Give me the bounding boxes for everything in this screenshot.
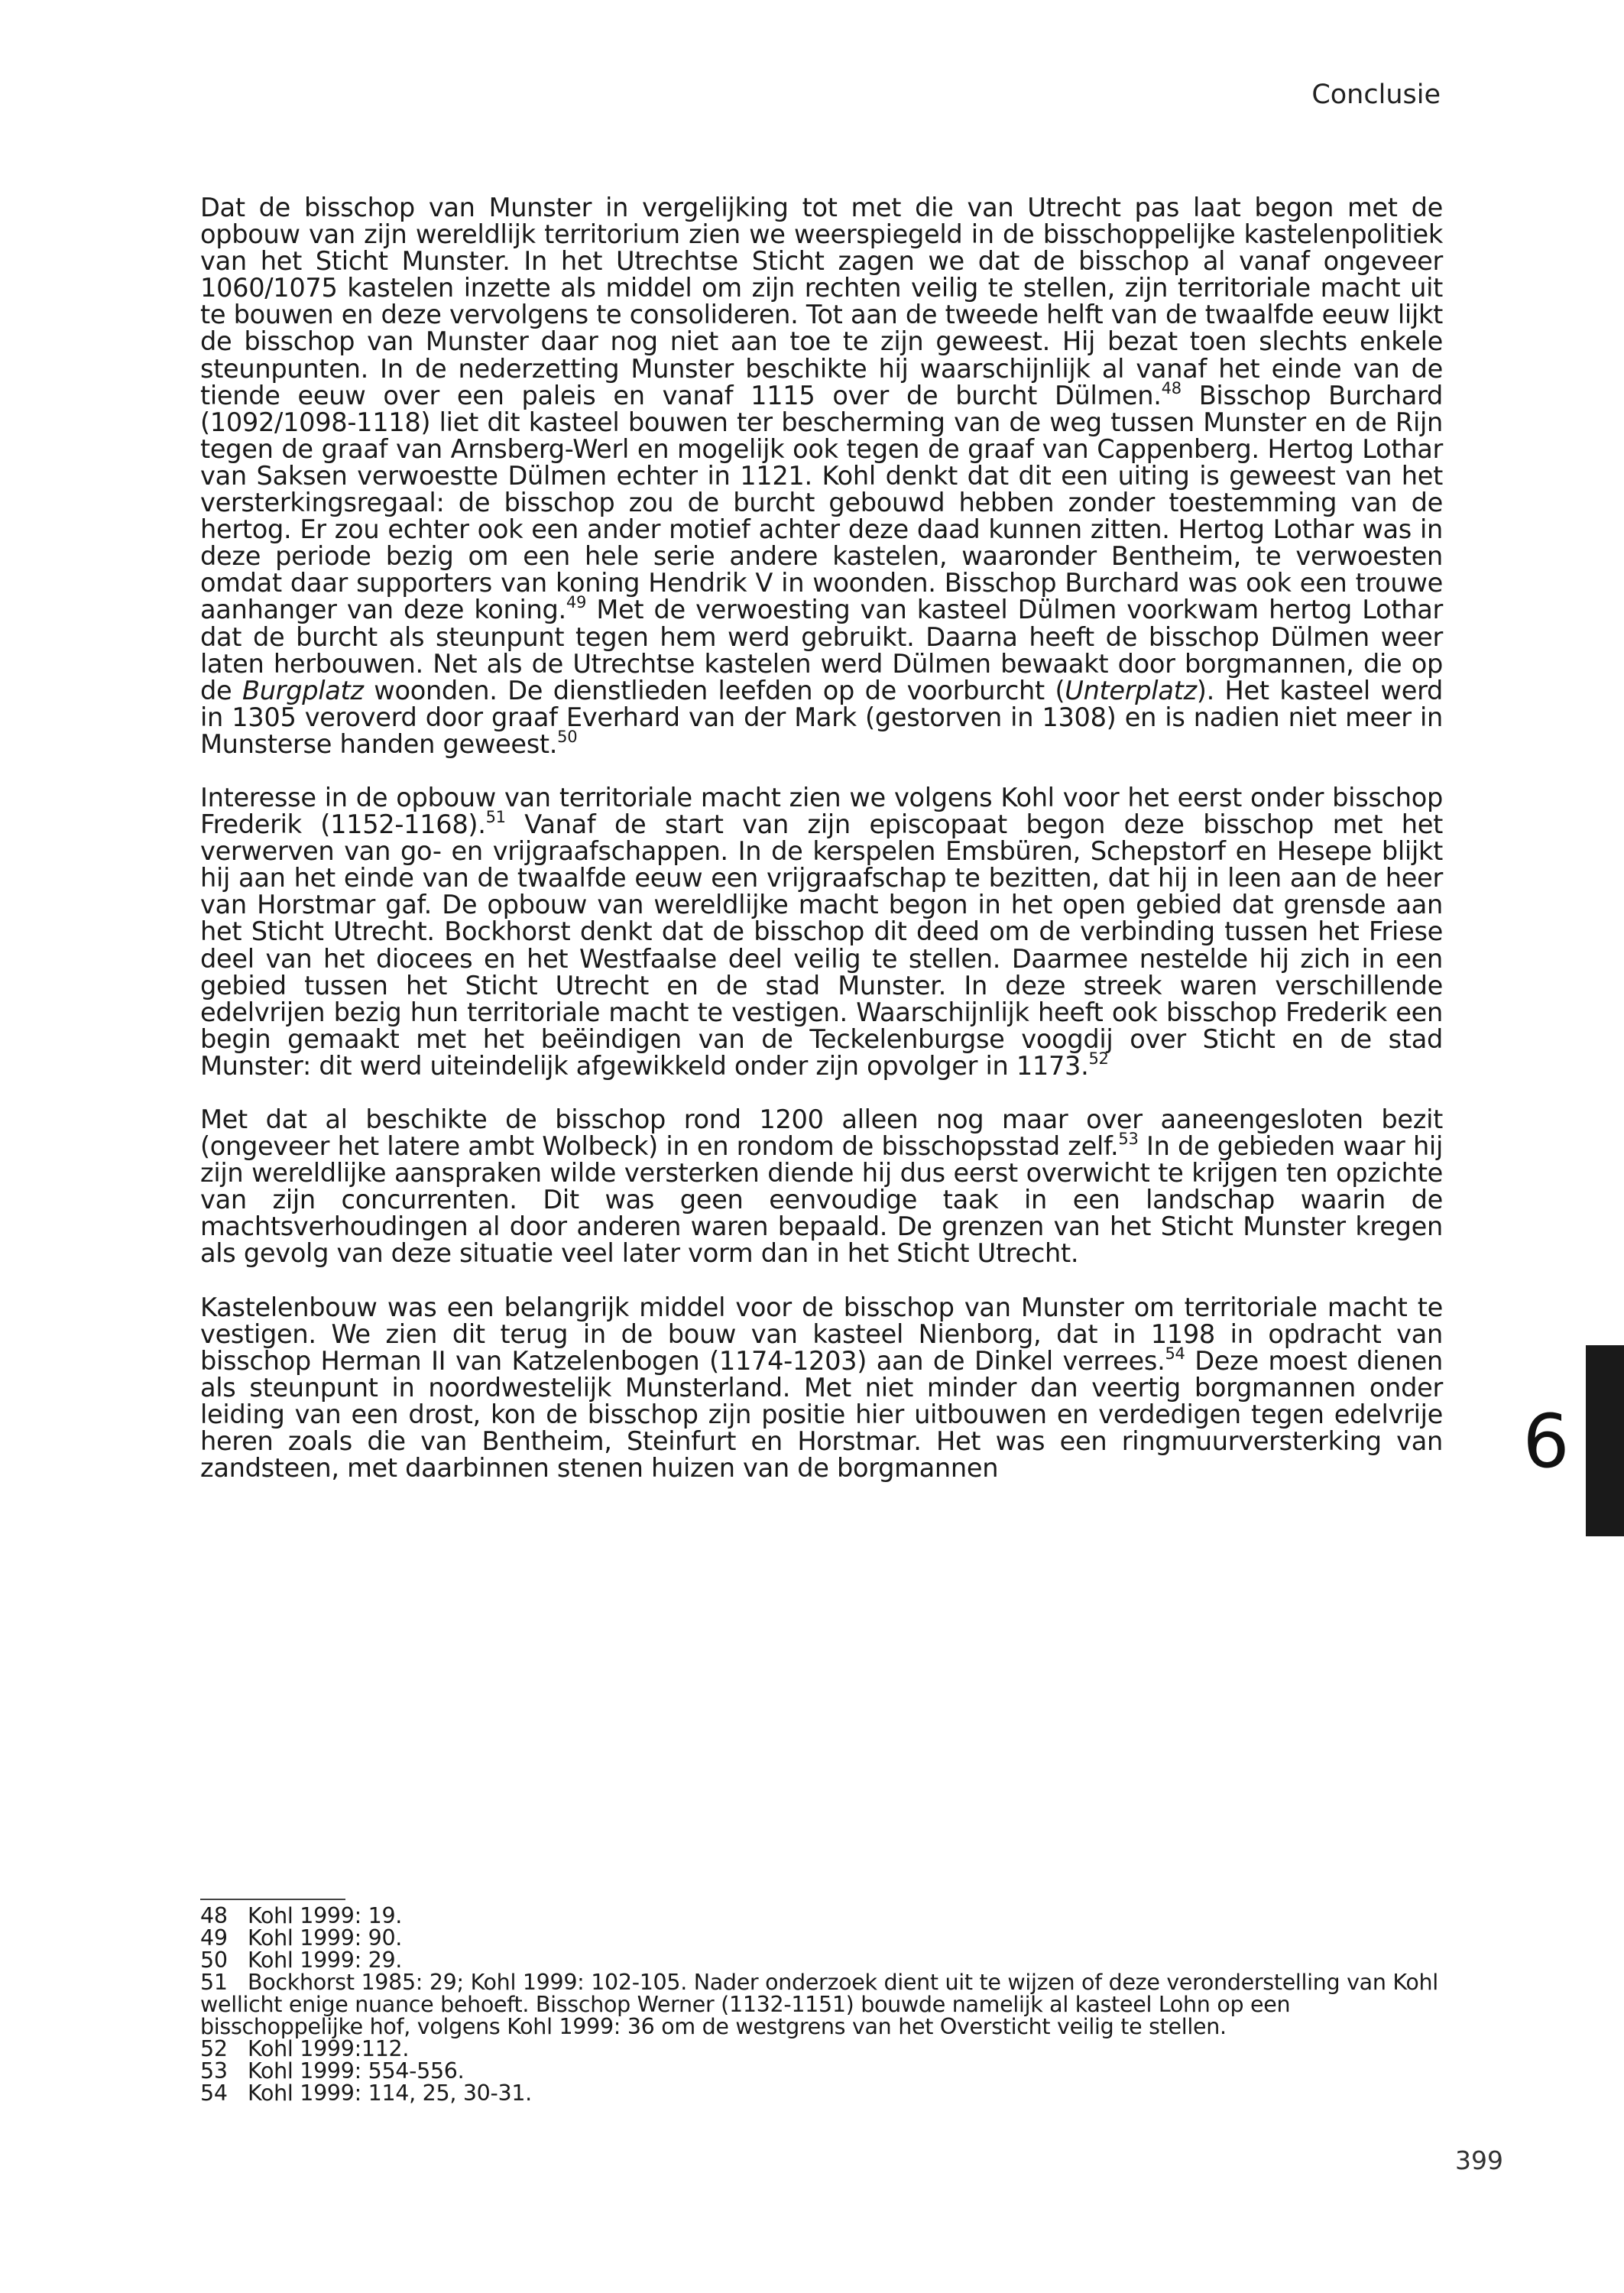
footnote-text: Kohl 1999: 90. [248, 1925, 403, 1951]
footnote [200, 1905, 1443, 1927]
chapter-number: 6 [1522, 1399, 1570, 1484]
paragraph: Kastelenbouw was een belangrijk middel voor de bisschop van Munster om territoriale macht te vestigen. We zien dit terug in de bouw van kasteel Nienborg, dat in 1198 in opdracht van bisschop Herman II van Katzelenbogen (1174-1203) aan de Dinkel verrees.$^{54}$ Deze moest dienen als steunpunt in noordwestelijk Munsterland. Met niet minder dan veertig borgmannen onder leiding van een drost, kon de bisschop zijn positie hier uitbouwen en verdedigen tegen edelvrije heren zoals die van Bentheim, Steinfurt en Horstmar. Het was een ringmuurversterking van zandsteen, met daarbinnen stenen huizen van de borgmannen [200, 1292, 1443, 1484]
footnote-ref: 48 [1161, 378, 1182, 397]
footnote-text: Kohl 1999:112. [248, 2036, 410, 2061]
chapter-tab [1586, 1345, 1624, 1536]
footnote-ref: 50 [557, 727, 578, 746]
footnote-text: Kohl 1999: 114, 25, 30-31. [248, 2081, 532, 2106]
footnote-number: 53 [200, 2058, 228, 2084]
footnote [200, 1971, 1443, 2038]
footnote-ref: 53 [1118, 1130, 1139, 1149]
footnote-number: 52 [200, 2036, 228, 2061]
footnote-ref: 52 [1088, 1049, 1109, 1068]
footnote [200, 2082, 1443, 2104]
footnote-number: 49 [200, 1925, 228, 1951]
footnote-ref: 49 [566, 593, 587, 612]
page-number: 399 [1455, 2145, 1503, 2175]
paragraph: Met dat al beschikte de bisschop rond 1200 alleen nog maar over aaneengesloten bezit (ongeveer het latere ambt Wolbeck) in en rondom de bisschopsstad zelf.$^{53}$ In de gebieden waar hij zijn wereldlijke aanspraken wilde versterken diende hij dus eerst overwicht te krijgen ten opzichte van zijn concurrenten. Dit was geen eenvoudige taak in een landschap waarin de machtsverhoudingen al door anderen waren bepaald. De grenzen van het Sticht Munster kregen als gevolg van deze situatie veel later vorm dan in het Sticht Utrecht. [200, 1104, 1443, 1269]
footnote-number: 51 [200, 1970, 228, 1995]
footnote [200, 1927, 1443, 1949]
footnotes [200, 1905, 1443, 2104]
footnote-text: Kohl 1999: 554-556. [248, 2058, 465, 2084]
italic-term: Unterplatz [1065, 675, 1197, 705]
footnote-number: 48 [200, 1903, 228, 1928]
footnote-text: Kohl 1999: 19. [248, 1903, 403, 1928]
footnote [200, 2060, 1443, 2082]
footnote [200, 2038, 1443, 2060]
footnote-ref: 51 [485, 808, 506, 827]
footnote-text: Bockhorst 1985: 29; Kohl 1999: 102-105. Nader onderzoek dient uit te wijzen of deze veronderstelling van Kohl wellicht enige nuance behoeft. Bisschop Werner (1132-1151) bouwde namelijk al kasteel Lohn op een bisschoppelijke hof, volgens Kohl 1999: 36 om de westgrens van het Oversticht veilig te stellen. [200, 1970, 1438, 2039]
footnote-number: 54 [200, 2081, 228, 2106]
footnote-rule [200, 1899, 345, 1900]
paragraph: Dat de bisschop van Munster in vergelijking tot met die van Utrecht pas laat begon met de opbouw van zijn wereldlijk territorium zien we weerspiegeld in de bisschoppelijke kastelenpolitiek van het Sticht Munster. In het Utrechtse Sticht zagen we dat de bisschop al vanaf ongeveer 1060/1075 kastelen inzette als middel om zijn rechten veilig te stellen, zijn territoriale macht uit te bouwen en deze vervolgens te consolideren. Tot aan de tweede helft van de twaalfde eeuw lijkt de bisschop van Munster daar nog niet aan toe te zijn geweest. Hij bezat toen slechts enkele steunpunten. In de nederzetting Munster beschikte hij waarschijnlijk al vanaf het einde van de tiende eeuw over een paleis en vanaf 1115 over de burcht Dülmen.$^{48}$ Bisschop Burchard (1092/1098-1118) liet dit kasteel bouwen ter bescherming van de weg tussen Munster en de Rijn tegen de graaf van Arnsberg-Werl en mogelijk ook tegen de graaf van Cappenberg. Hertog Lothar van Saksen verwoestte Dülmen echter in 1121. Kohl denkt dat dit een uiting is geweest van het versterkingsregaal: de bisschop zou de burcht gebouwd hebben zonder toestemming van de hertog. Er zou echter ook een ander motief achter deze daad kunnen zitten. Hertog Lothar was in deze periode bezig om een hele serie andere kastelen, waaronder Bentheim, te verwoesten omdat daar supporters van koning Hendrik V in woonden. Bisschop Burchard was ook een trouwe aanhanger van deze koning.$^{49}$ Met de verwoesting van kasteel Dülmen voorkwam hertog Lothar dat de burcht als steunpunt tegen hem werd gebruikt. Daarna heeft de bisschop Dülmen weer laten herbouwen. Net als de Utrechtse kastelen werd Dülmen bewaakt door borgmannen, die op de Burgplatz woonden. De dienstlieden leefden op de voorburcht (Unterplatz). Het kasteel werd in 1305 veroverd door graaf Everhard van der Mark (gestorven in 1308) en is nadien niet meer in Munsterse handen geweest.$^{50}$ [200, 193, 1443, 759]
footnote-number: 50 [200, 1948, 228, 1973]
paragraph: Interesse in de opbouw van territoriale macht zien we volgens Kohl voor het eerst onder bisschop Frederik (1152-1168).$^{51}$ Vanaf de start van zijn episcopaat begon deze bisschop met het verwerven van go- en vrijgraafschappen. In de kerspelen Emsbüren, Schepstorf en Hesepe blijkt hij aan het einde van de twaalfde eeuw een vrijgraafschap te bezitten, dat hij in leen aan de heer van Horstmar gaf. De opbouw van wereldlijke macht begon in het open gebied dat grensde aan het Sticht Utrecht. Bockhorst denkt dat de bisschop dit deed om de verbinding tussen het Friese deel van het diocees en het Westfaalse deel veilig te stellen. Daarmee nestelde hij zich in een gebied tussen het Sticht Utrecht en de stad Munster. In deze streek waren verschillende edelvrijen bezig hun territoriale macht te vestigen. Waarschijnlijk heeft ook bisschop Frederik een begin gemaakt met het beëindigen van de Teckelenburgse voogdij over Sticht en de stad Munster: dit werd uiteindelijk afgewikkeld onder zijn opvolger in 1173.52 [200, 782, 1443, 1081]
body-text [200, 194, 1443, 1508]
running-header: Conclusie [1311, 79, 1441, 110]
footnote [200, 1949, 1443, 1971]
footnote-ref: 54 [1165, 1344, 1185, 1363]
footnote-text: Kohl 1999: 29. [248, 1948, 403, 1973]
italic-term: Burgplatz [241, 675, 364, 705]
